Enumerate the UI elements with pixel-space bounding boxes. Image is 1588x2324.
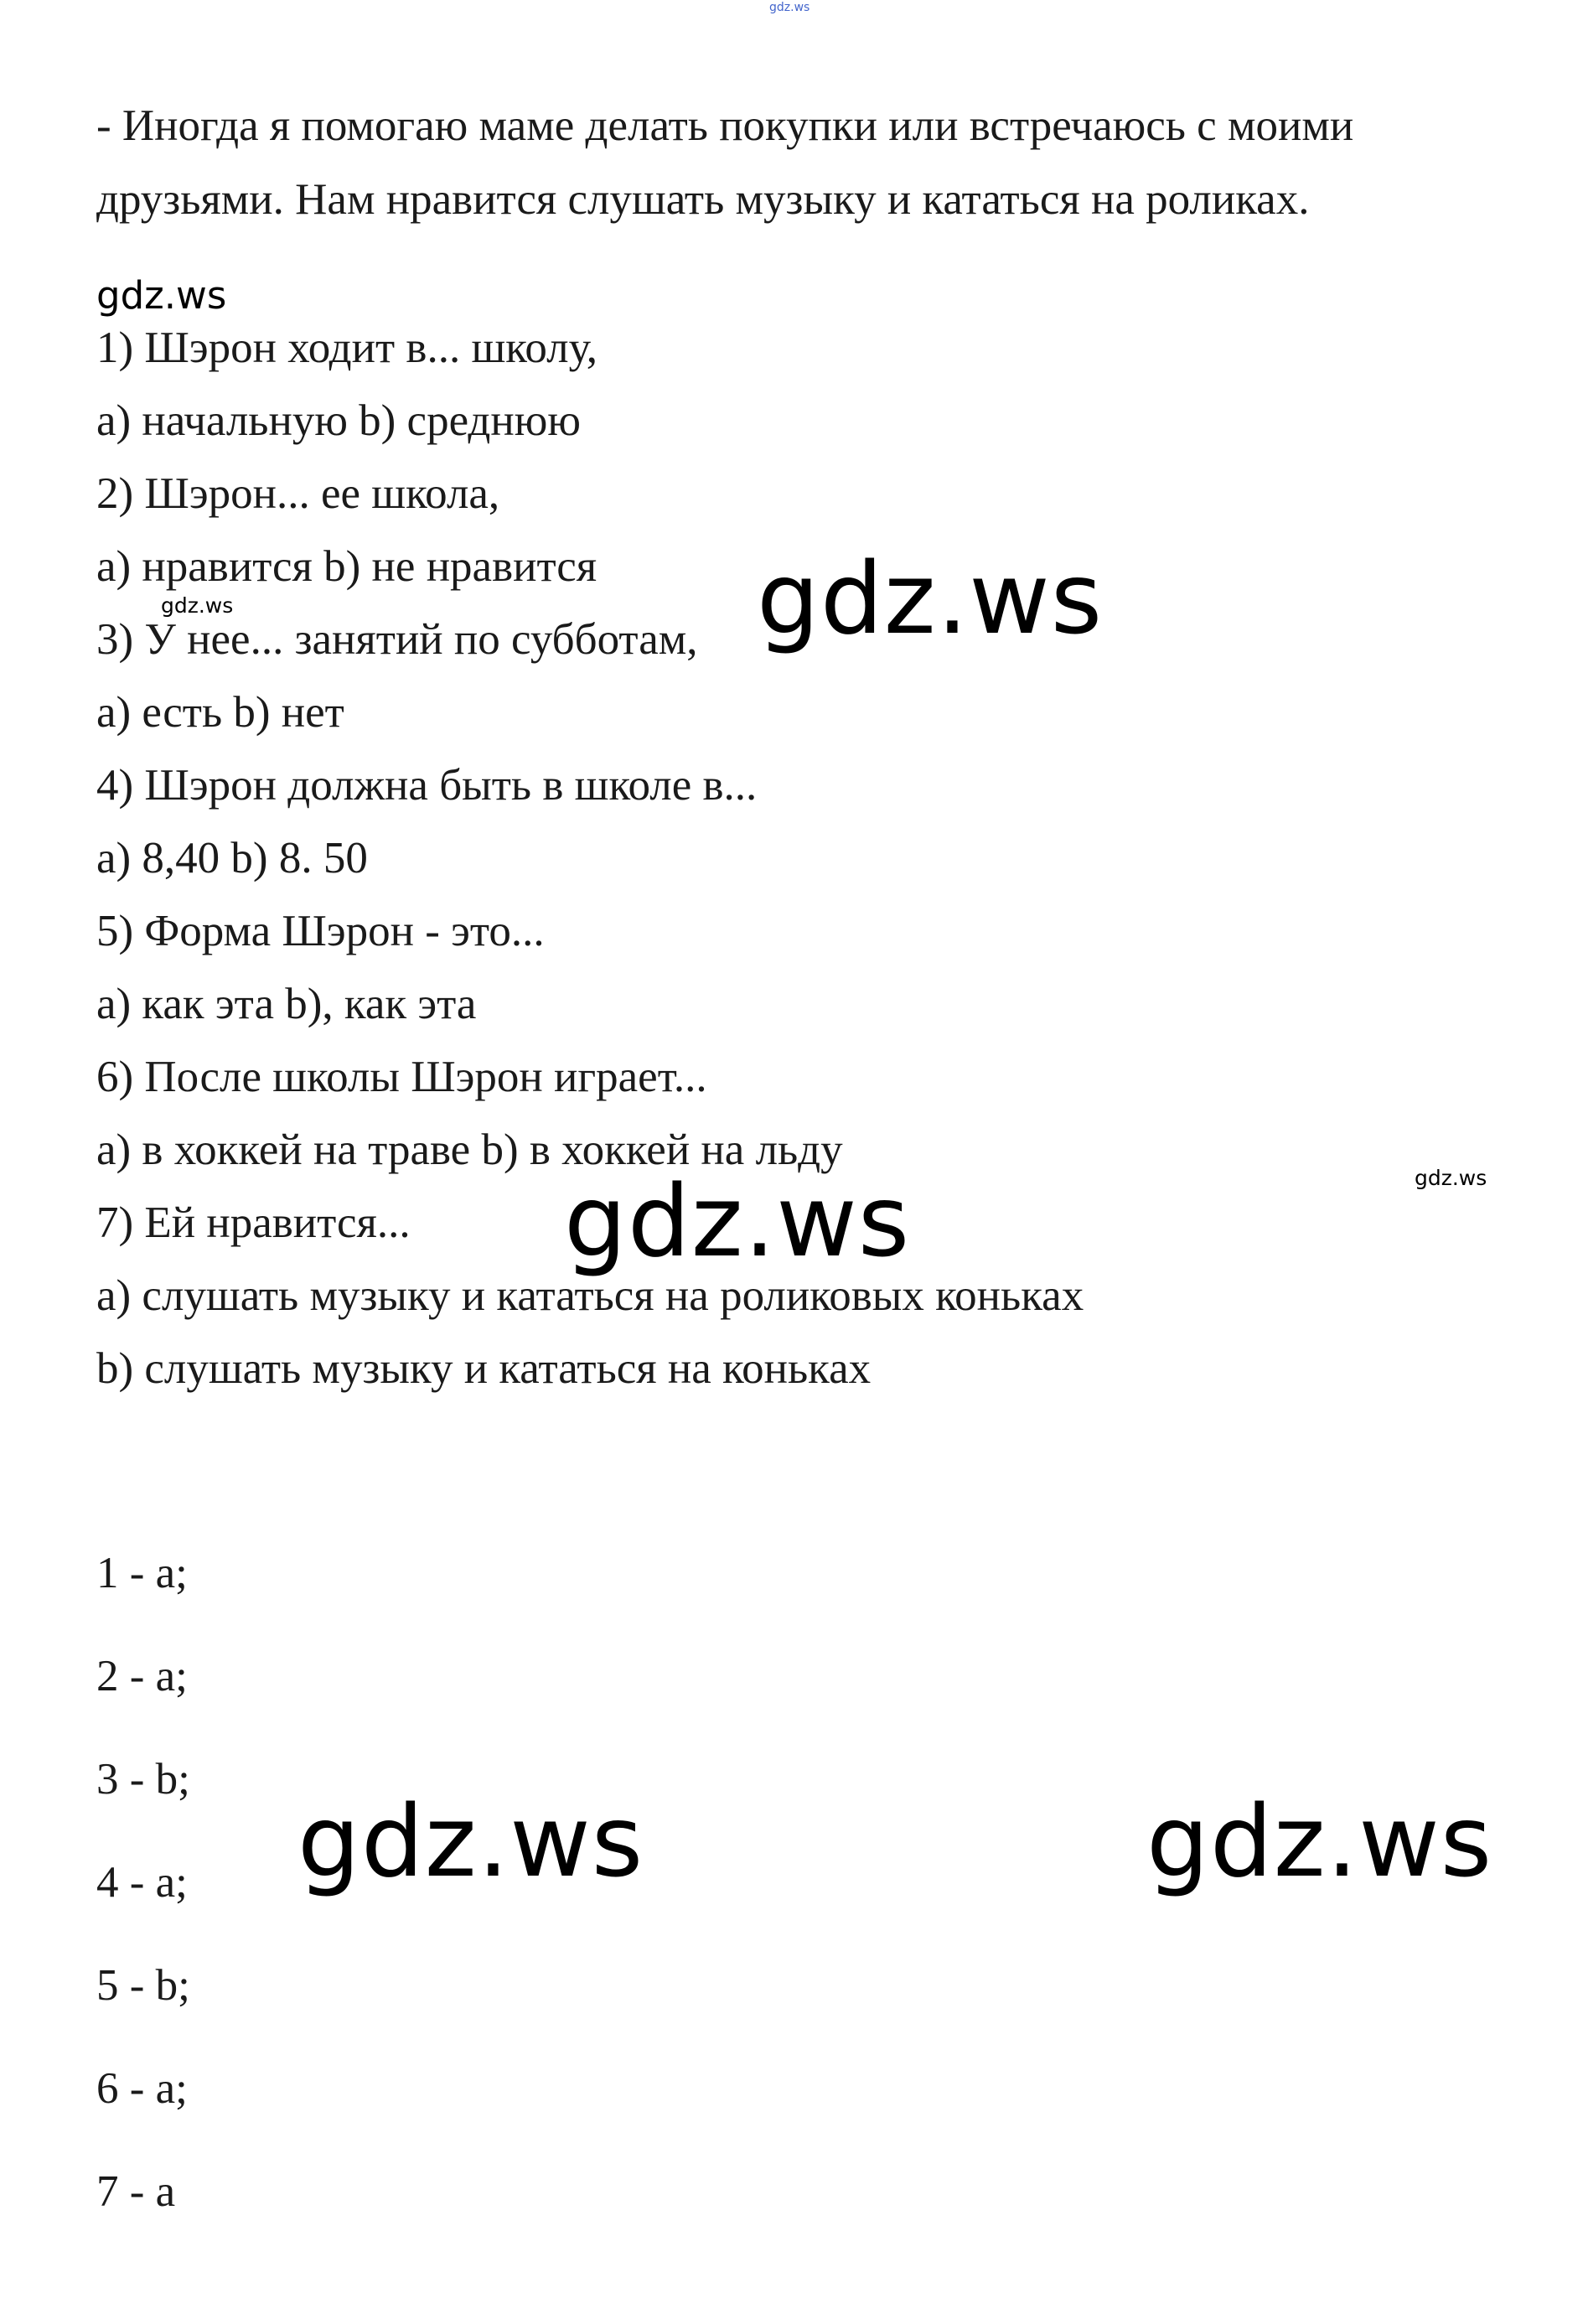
question-line: a) начальную b) среднюю [96,396,581,445]
answer-line: 6 - a; [96,2064,188,2113]
watermark-large: gdz.ws [297,1783,644,1899]
question-line: b) слушать музыку и кататься на коньках [96,1344,872,1393]
question-line: 7) Ей нравится... [96,1198,411,1247]
watermark-inline-small: gdz.ws [161,593,234,618]
question-line: 1) Шэрон ходит в... школу, [96,323,598,372]
question-line: a) нравится b) не нравится [96,542,597,591]
watermark-side-small: gdz.ws [1415,1166,1487,1190]
answer-line: 3 - b; [96,1755,190,1804]
answer-line: 2 - a; [96,1652,188,1700]
intro-line-2: друзьями. Нам нравится слушать музыку и кататься на роликах. [96,175,1310,224]
question-line: 3) У нее... занятий по субботам, [96,615,698,664]
watermark-large: gdz.ws [564,1163,911,1279]
question-line: 6) После школы Шэрон играет... [96,1053,707,1101]
watermark-top: gdz.ws [769,1,810,14]
question-line: 2) Шэрон... ее школа, [96,469,500,518]
question-line: a) 8,40 b) 8. 50 [96,834,368,882]
watermark-header: gdz.ws [96,273,227,318]
watermark-large: gdz.ws [1146,1783,1493,1899]
answer-line: 5 - b; [96,1961,190,2010]
answer-line: 4 - a; [96,1858,188,1907]
question-line: a) как эта b), как эта [96,980,477,1028]
question-line: a) есть b) нет [96,688,344,737]
answer-line: 1 - a; [96,1549,188,1597]
question-line: 4) Шэрон должна быть в школе в... [96,761,758,810]
question-line: a) слушать музыку и кататься на роликовых коньках [96,1271,1084,1320]
watermark-large: gdz.ws [757,541,1104,656]
question-line: 5) Форма Шэрон - это... [96,907,545,955]
question-line: a) в хоккей на траве b) в хоккей на льду [96,1126,843,1174]
intro-line-1: - Иногда я помогаю маме делать покупки или встречаюсь с моими [96,101,1354,150]
answer-line: 7 - a [96,2167,176,2216]
